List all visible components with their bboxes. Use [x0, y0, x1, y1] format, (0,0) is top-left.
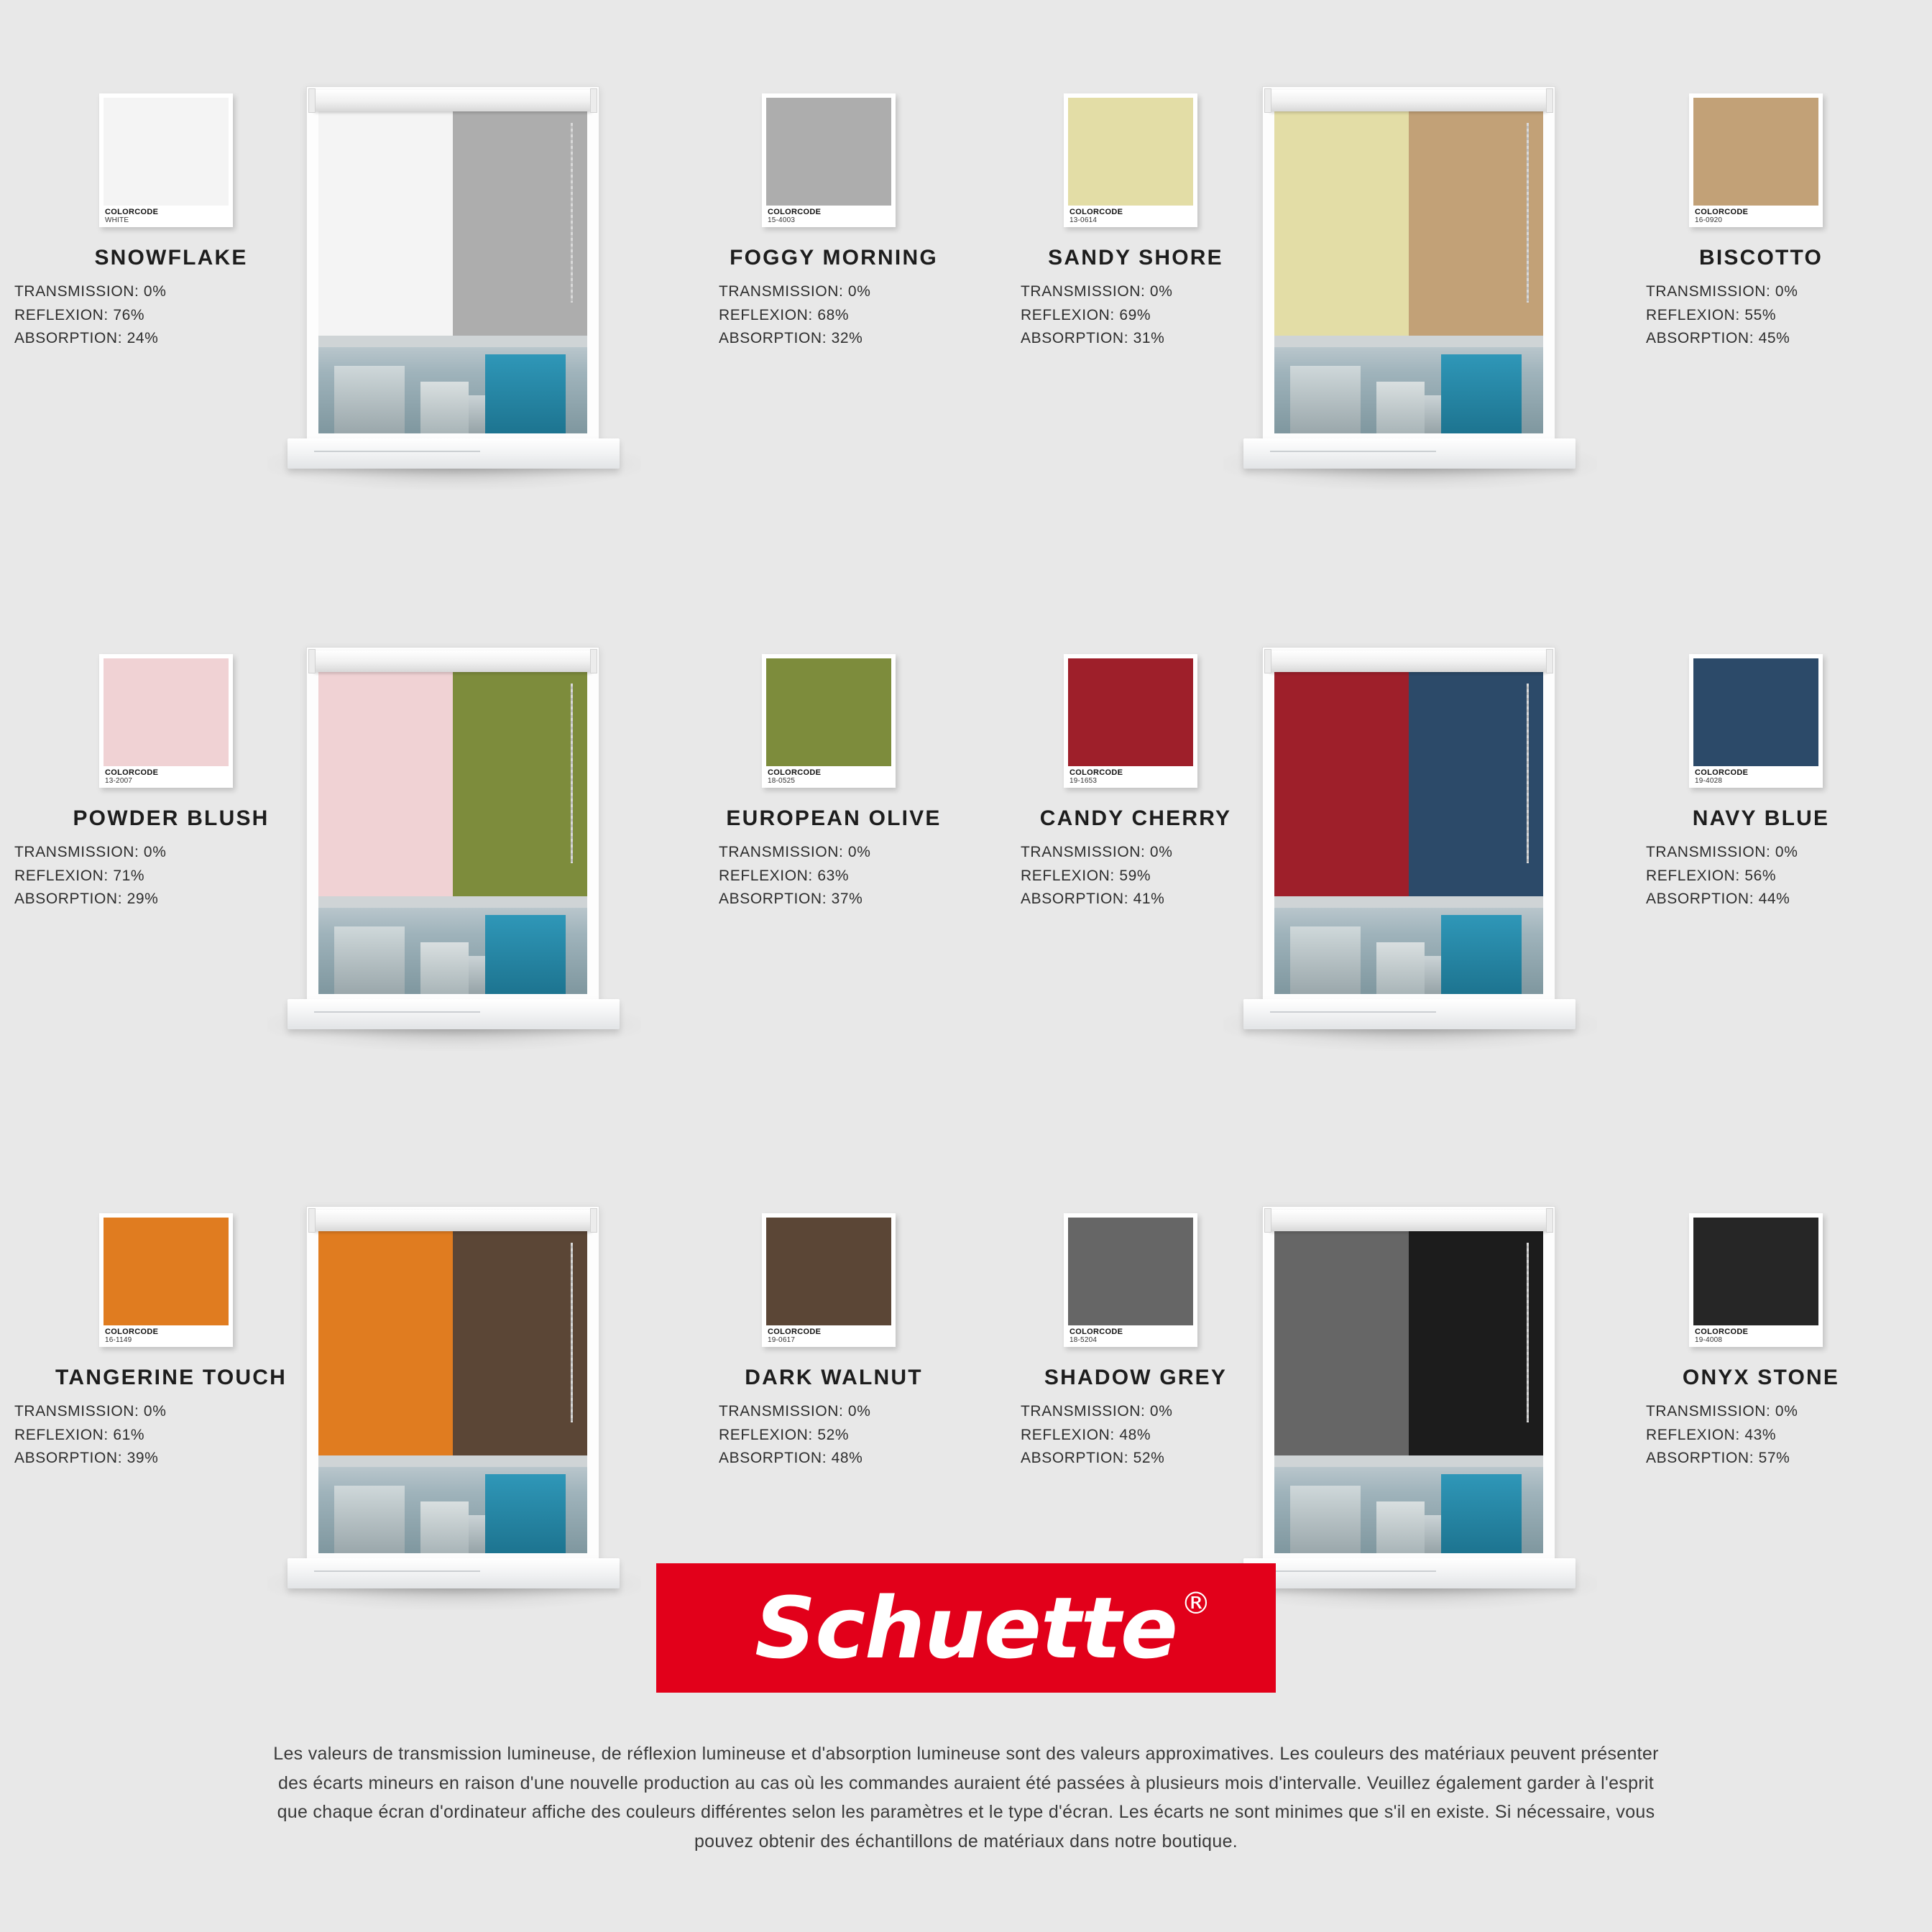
colorcode-label: COLORCODE: [1070, 1328, 1123, 1336]
swatch-card-navy-blue: [1560, 654, 1932, 911]
spec-absorption: ABSORPTION: 37%: [719, 891, 863, 908]
chip-meta: [1068, 766, 1193, 786]
chip-frame: [1689, 1213, 1823, 1347]
chip-meta: [104, 206, 229, 225]
spec-reflexion: REFLEXION: 71%: [14, 867, 145, 884]
spec-transmission: TRANSMISSION: 0%: [719, 844, 871, 860]
color-chip-sandy-shore: [1064, 93, 1208, 230]
colorcode-value: 18-5204: [1070, 1336, 1098, 1345]
colorcode-label: COLORCODE: [1695, 768, 1749, 777]
window-sill: [1243, 438, 1576, 469]
colorcode-value: 16-1149: [105, 1336, 132, 1345]
window-glass: [318, 1218, 587, 1553]
spec-reflexion: REFLEXION: 48%: [1021, 1426, 1151, 1443]
chip-frame: [762, 1213, 896, 1347]
swatch-title: SHADOW GREY: [1044, 1366, 1228, 1389]
blind-bracket-right: [1546, 649, 1553, 673]
chip-color-fill: [766, 658, 891, 766]
color-chip-foggy-morning: [762, 93, 906, 230]
spec-absorption: ABSORPTION: 57%: [1646, 1450, 1790, 1467]
city-view-photo: [318, 347, 587, 433]
city-view-photo: [1274, 347, 1543, 433]
roller-blind-fabric: [1274, 659, 1543, 896]
spec-absorption: ABSORPTION: 39%: [14, 1450, 159, 1467]
window-glass: [318, 98, 587, 433]
colorcode-value: 19-4008: [1695, 1336, 1723, 1345]
colorcode-value: 18-0525: [768, 777, 796, 786]
spec-reflexion: REFLEXION: 76%: [14, 306, 145, 323]
colorcode-label: COLORCODE: [105, 1328, 159, 1336]
blind-bracket-right: [590, 88, 597, 113]
colorcode-label: COLORCODE: [1070, 768, 1123, 777]
spec-absorption: ABSORPTION: 32%: [719, 330, 863, 347]
blind-bracket-left: [1264, 1208, 1271, 1233]
roller-blind-fabric: [1274, 1218, 1543, 1455]
chip-meta: [1693, 1325, 1818, 1345]
brand-name-text: Schuette: [755, 1578, 1177, 1678]
chip-color-fill: [104, 658, 229, 766]
window-sill: [288, 999, 620, 1029]
window-frame: [306, 1206, 599, 1565]
roller-blind-fabric: [318, 659, 587, 896]
swatch-title: BISCOTTO: [1698, 246, 1823, 270]
blind-bracket-left: [1264, 649, 1271, 673]
chip-color-fill: [1068, 658, 1193, 766]
window-sill: [1243, 1558, 1576, 1588]
registered-trademark-icon: ®: [1180, 1586, 1210, 1621]
chip-meta: [1068, 206, 1193, 225]
city-view-photo: [318, 1467, 587, 1553]
color-chip-european-olive: [762, 654, 906, 791]
chip-meta: [1068, 1325, 1193, 1345]
swatch-specs: [1560, 841, 1932, 911]
blind-bracket-left: [1264, 88, 1271, 113]
blind-bracket-left: [308, 88, 316, 113]
chip-color-fill: [1068, 1218, 1193, 1325]
spec-absorption: ABSORPTION: 52%: [1021, 1450, 1165, 1467]
window-mockup-3: [288, 625, 625, 1057]
chip-frame: [1064, 1213, 1197, 1347]
swatch-title: NAVY BLUE: [1692, 806, 1830, 830]
chip-meta: [1693, 206, 1818, 225]
blind-roller-tube: [313, 650, 593, 672]
colorcode-value: 19-1653: [1070, 777, 1098, 786]
chip-color-fill: [766, 98, 891, 206]
swatch-title: ONYX STONE: [1682, 1366, 1840, 1389]
colorcode-label: COLORCODE: [105, 208, 159, 216]
spec-transmission: TRANSMISSION: 0%: [1021, 283, 1173, 300]
chip-meta: [104, 766, 229, 786]
swatch-title: FOGGY MORNING: [730, 246, 938, 270]
chip-meta: [766, 206, 891, 225]
color-chip-shadow-grey: [1064, 1213, 1208, 1350]
spec-transmission: TRANSMISSION: 0%: [1646, 283, 1798, 300]
spec-transmission: TRANSMISSION: 0%: [14, 1403, 167, 1420]
swatch-title: SNOWFLAKE: [94, 246, 248, 270]
chip-color-fill: [1068, 98, 1193, 206]
spec-transmission: TRANSMISSION: 0%: [14, 283, 167, 300]
chip-meta: [104, 1325, 229, 1345]
window-mockup-4: [1243, 625, 1581, 1057]
chip-meta: [1693, 766, 1818, 786]
colorcode-value: 19-0617: [768, 1336, 796, 1345]
spec-absorption: ABSORPTION: 48%: [719, 1450, 863, 1467]
color-chip-tangerine-touch: [99, 1213, 243, 1350]
color-chip-navy-blue: [1689, 654, 1833, 791]
swatch-card-onyx-stone: [1560, 1213, 1932, 1471]
color-chip-dark-walnut: [762, 1213, 906, 1350]
chip-frame: [1689, 654, 1823, 788]
colorcode-value: 16-0920: [1695, 216, 1723, 225]
chip-color-fill: [1693, 658, 1818, 766]
window-sill: [1243, 999, 1576, 1029]
blind-bracket-right: [1546, 88, 1553, 113]
window-frame: [1262, 1206, 1555, 1565]
chip-meta: [766, 766, 891, 786]
color-chip-biscotto: [1689, 93, 1833, 230]
window-sill: [288, 438, 620, 469]
window-glass: [318, 659, 587, 994]
brand-name: [755, 1578, 1210, 1678]
window-sill: [288, 1558, 620, 1588]
blind-roller-tube: [1269, 1210, 1549, 1231]
spec-absorption: ABSORPTION: 45%: [1646, 330, 1790, 347]
spec-absorption: ABSORPTION: 41%: [1021, 891, 1165, 908]
spec-transmission: TRANSMISSION: 0%: [1021, 1403, 1173, 1420]
spec-reflexion: REFLEXION: 56%: [1646, 867, 1777, 884]
swatch-title: DARK WALNUT: [745, 1366, 923, 1389]
chip-color-fill: [104, 1218, 229, 1325]
chip-color-fill: [1693, 1218, 1818, 1325]
brand-logo-badge: [656, 1563, 1276, 1693]
blind-bracket-right: [590, 649, 597, 673]
swatch-title: POWDER BLUSH: [73, 806, 270, 830]
chip-frame: [99, 1213, 233, 1347]
chip-frame: [762, 654, 896, 788]
colorcode-value: 19-4028: [1695, 777, 1723, 786]
spec-reflexion: REFLEXION: 59%: [1021, 867, 1151, 884]
swatch-specs: [1560, 280, 1932, 351]
blind-roller-tube: [1269, 650, 1549, 672]
roller-blind-fabric: [318, 1218, 587, 1455]
colorcode-label: COLORCODE: [768, 208, 822, 216]
colorcode-value: 13-0614: [1070, 216, 1098, 225]
colorcode-label: COLORCODE: [768, 768, 822, 777]
blind-roller-tube: [313, 1210, 593, 1231]
colorcode-value: 15-4003: [768, 216, 796, 225]
chip-frame: [1064, 93, 1197, 227]
spec-reflexion: REFLEXION: 69%: [1021, 306, 1151, 323]
color-row-2: [0, 589, 1932, 1107]
spec-transmission: TRANSMISSION: 0%: [14, 844, 167, 860]
spec-reflexion: REFLEXION: 55%: [1646, 306, 1777, 323]
chip-frame: [1064, 654, 1197, 788]
color-chip-onyx-stone: [1689, 1213, 1833, 1350]
chip-frame: [1689, 93, 1823, 227]
spec-transmission: TRANSMISSION: 0%: [719, 1403, 871, 1420]
swatch-title: CANDY CHERRY: [1039, 806, 1232, 830]
blind-bracket-left: [308, 1208, 316, 1233]
city-view-photo: [318, 908, 587, 994]
colorcode-label: COLORCODE: [768, 1328, 822, 1336]
chip-color-fill: [104, 98, 229, 206]
blind-roller-tube: [1269, 90, 1549, 111]
roller-blind-fabric: [1274, 98, 1543, 336]
color-chip-snowflake: [99, 93, 243, 230]
window-frame: [306, 647, 599, 1006]
window-frame: [306, 86, 599, 446]
window-glass: [1274, 659, 1543, 994]
window-mockup-5: [288, 1184, 625, 1616]
city-view-photo: [1274, 908, 1543, 994]
blind-chain[interactable]: [1527, 1243, 1529, 1422]
window-mockup-1: [288, 65, 625, 496]
spec-transmission: TRANSMISSION: 0%: [1646, 1403, 1798, 1420]
swatch-specs: [1560, 1400, 1932, 1471]
blind-bracket-left: [308, 649, 316, 673]
swatch-title: EUROPEAN OLIVE: [726, 806, 942, 830]
colorcode-value: WHITE: [105, 216, 129, 225]
swatch-title: TANGERINE TOUCH: [55, 1366, 287, 1389]
chip-frame: [99, 93, 233, 227]
swatch-card-biscotto: [1560, 93, 1932, 351]
blind-chain[interactable]: [571, 684, 573, 863]
chip-meta: [766, 1325, 891, 1345]
blind-bracket-right: [590, 1208, 597, 1233]
roller-blind-fabric: [318, 98, 587, 336]
window-mockup-2: [1243, 65, 1581, 496]
blind-chain[interactable]: [1527, 684, 1529, 863]
chip-color-fill: [766, 1218, 891, 1325]
spec-reflexion: REFLEXION: 52%: [719, 1426, 850, 1443]
window-mockup-6: [1243, 1184, 1581, 1616]
blind-chain[interactable]: [571, 1243, 573, 1422]
chip-frame: [99, 654, 233, 788]
colorcode-label: COLORCODE: [1070, 208, 1123, 216]
spec-transmission: TRANSMISSION: 0%: [1021, 844, 1173, 860]
spec-reflexion: REFLEXION: 68%: [719, 306, 850, 323]
chip-frame: [762, 93, 896, 227]
spec-transmission: TRANSMISSION: 0%: [1646, 844, 1798, 860]
colorcode-label: COLORCODE: [105, 768, 159, 777]
blind-chain[interactable]: [1527, 123, 1529, 303]
spec-transmission: TRANSMISSION: 0%: [719, 283, 871, 300]
window-frame: [1262, 647, 1555, 1006]
color-chip-candy-cherry: [1064, 654, 1208, 791]
spec-absorption: ABSORPTION: 44%: [1646, 891, 1790, 908]
blind-roller-tube: [313, 90, 593, 111]
color-chip-powder-blush: [99, 654, 243, 791]
spec-reflexion: REFLEXION: 43%: [1646, 1426, 1777, 1443]
spec-reflexion: REFLEXION: 63%: [719, 867, 850, 884]
blind-chain[interactable]: [571, 123, 573, 303]
swatch-title: SANDY SHORE: [1048, 246, 1223, 270]
disclaimer-text: Les valeurs de transmission lumineuse, de réflexion lumineuse et d'absorption lumineuse sont des valeurs approximatives. Les couleurs des matériaux peuvent présenter des écarts mineurs en raison d'une nouvelle production au cas où les commandes auraient été passées à plusieurs mois d'intervalle. Veuillez également garder à l'esprit que chaque écran d'ordinateur affiche des couleurs différentes selon les paramètres et le type d'écran. Les écarts ne sont minimes que s'il en existe. Si nécessaire, vous pouvez obtenir des échantillons de matériaux dans notre boutique.: [273, 1744, 1659, 1852]
color-row-1: [0, 29, 1932, 546]
spec-absorption: ABSORPTION: 31%: [1021, 330, 1165, 347]
blind-bracket-right: [1546, 1208, 1553, 1233]
colorcode-label: COLORCODE: [1695, 208, 1749, 216]
window-glass: [1274, 98, 1543, 433]
chip-color-fill: [1693, 98, 1818, 206]
window-frame: [1262, 86, 1555, 446]
city-view-photo: [1274, 1467, 1543, 1553]
colorcode-value: 13-2007: [105, 777, 133, 786]
spec-absorption: ABSORPTION: 24%: [14, 330, 159, 347]
spec-reflexion: REFLEXION: 61%: [14, 1426, 145, 1443]
spec-absorption: ABSORPTION: 29%: [14, 891, 159, 908]
colorcode-label: COLORCODE: [1695, 1328, 1749, 1336]
window-glass: [1274, 1218, 1543, 1553]
